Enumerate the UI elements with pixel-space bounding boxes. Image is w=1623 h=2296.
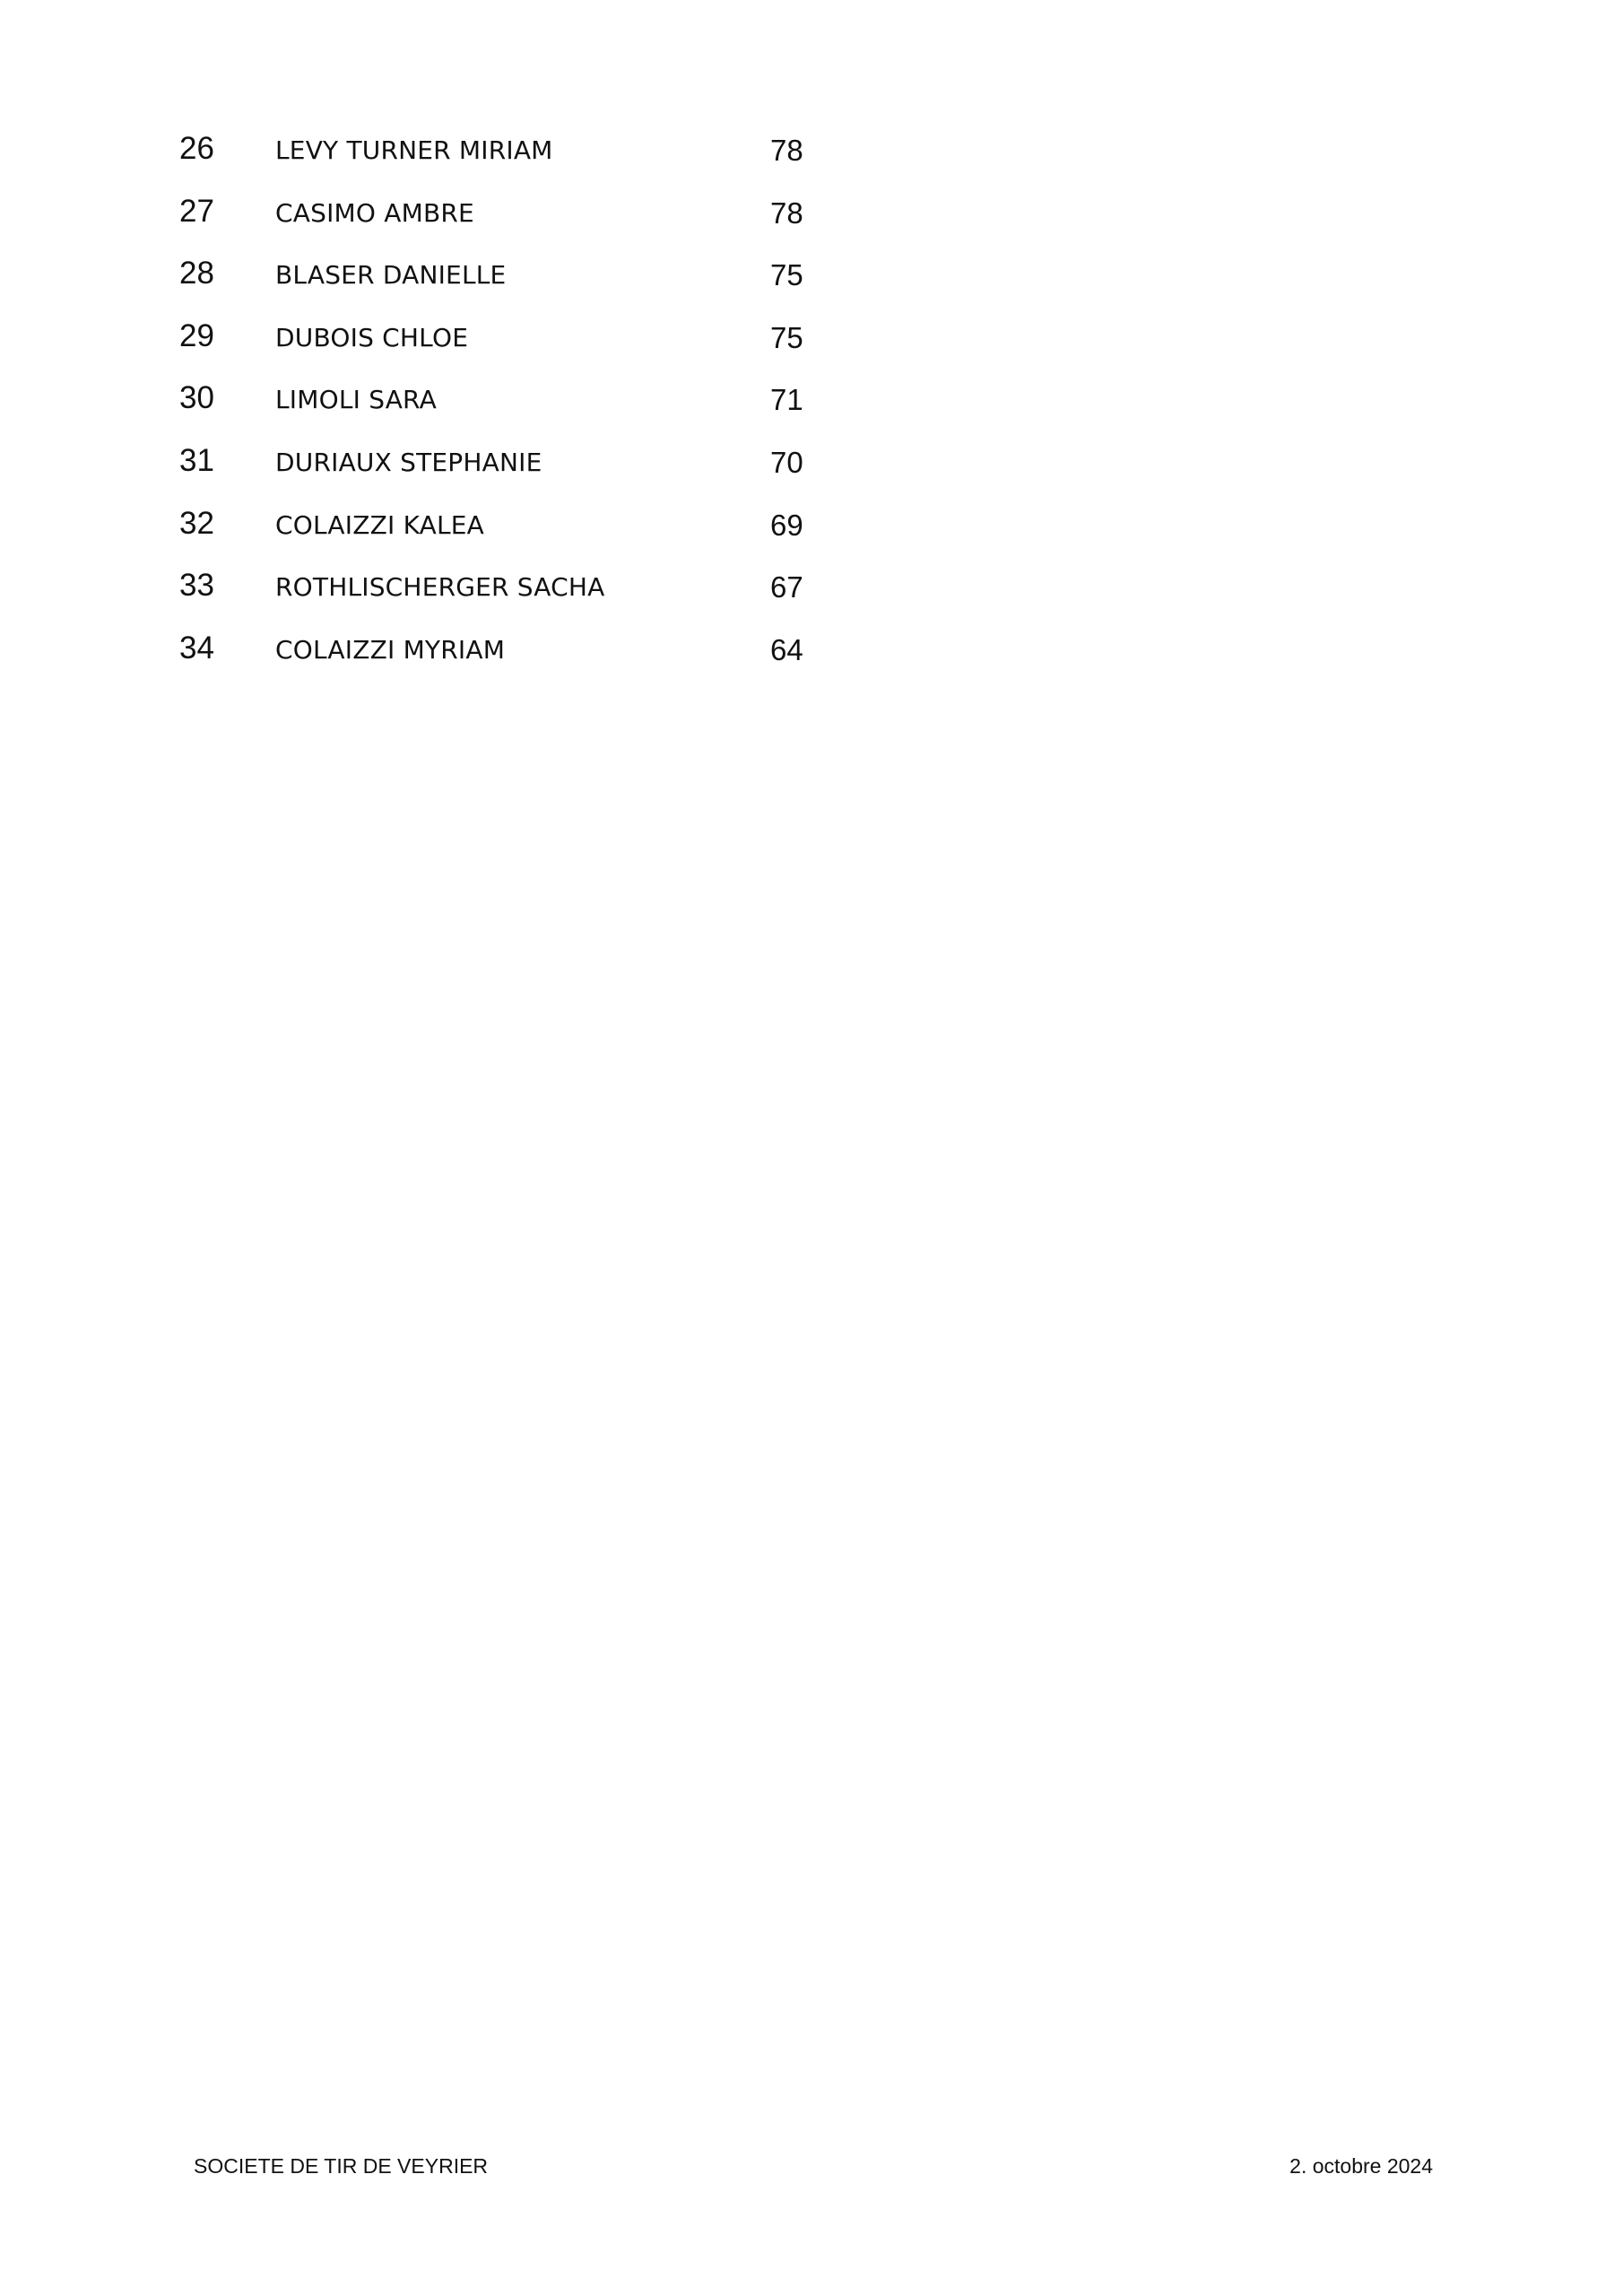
result-row — [179, 248, 825, 311]
result-rank: 34 — [179, 630, 214, 665]
result-rank: 28 — [179, 256, 214, 291]
result-row — [179, 561, 825, 623]
result-score: 67 — [770, 570, 803, 604]
result-name: ROTHLISCHERGER SACHA — [275, 572, 605, 603]
result-rank: 33 — [179, 568, 214, 604]
result-name: LEVY TURNER MIRIAM — [275, 135, 553, 165]
result-name: CASIMO AMBRE — [275, 197, 474, 228]
result-score: 78 — [770, 134, 803, 167]
result-score: 64 — [770, 632, 803, 666]
result-rank: 31 — [179, 442, 214, 478]
result-score: 75 — [770, 258, 803, 292]
footer-date: 2. octobre 2024 — [1289, 2154, 1433, 2178]
result-score: 75 — [770, 320, 803, 354]
result-row — [179, 124, 825, 187]
result-name: DUBOIS CHLOE — [275, 322, 469, 352]
result-name: DURIAUX STEPHANIE — [275, 447, 542, 477]
result-name: COLAIZZI MYRIAM — [275, 634, 506, 665]
result-row — [179, 187, 825, 249]
result-name: LIMOLI SARA — [275, 385, 437, 415]
result-row — [179, 311, 825, 374]
result-row — [179, 436, 825, 499]
result-rank: 30 — [179, 380, 214, 416]
result-rank: 27 — [179, 193, 214, 229]
result-row — [179, 623, 825, 686]
result-score: 71 — [770, 383, 803, 417]
footer-organization: SOCIETE DE TIR DE VEYRIER — [194, 2154, 489, 2178]
result-name: COLAIZZI KALEA — [275, 509, 485, 540]
result-row — [179, 499, 825, 561]
result-score: 70 — [770, 445, 803, 479]
result-rank: 29 — [179, 317, 214, 353]
result-score: 78 — [770, 196, 803, 230]
result-name: BLASER DANIELLE — [275, 260, 507, 291]
results-list — [179, 124, 825, 685]
result-rank: 26 — [179, 131, 214, 166]
result-rank: 32 — [179, 505, 214, 541]
result-row — [179, 373, 825, 436]
result-score: 69 — [770, 508, 803, 542]
